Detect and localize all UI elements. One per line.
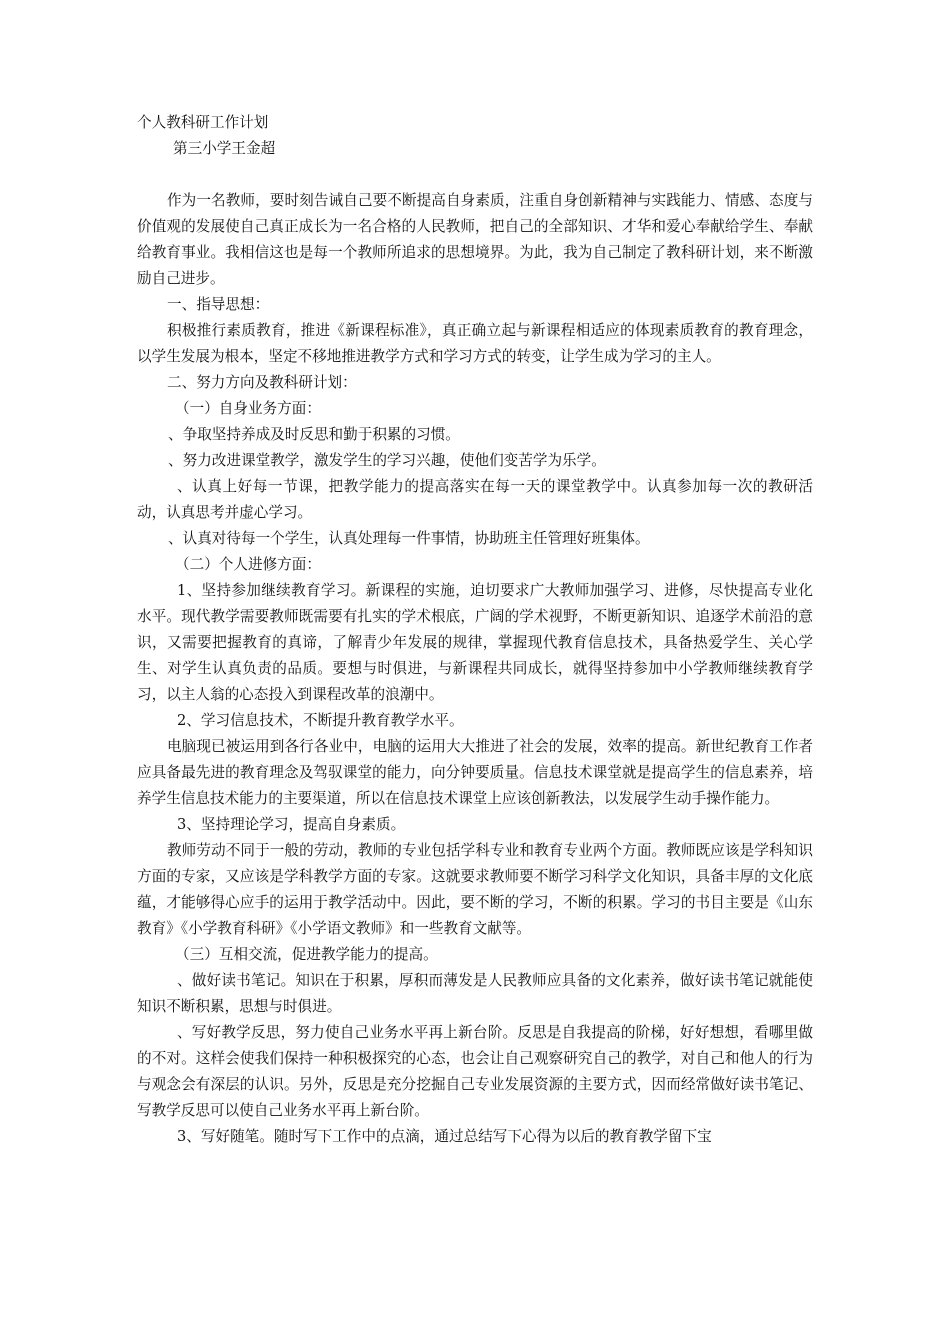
paragraph: 电脑现已被运用到各行各业中，电脑的运用大大推进了社会的发展，效率的提高。新世纪教育工作者应具备最先进的教育理念及驾驭课堂的能力，向分钟要质量。信息技术课堂就是提高学生的信息素养，培养学生信息技术能力的主要渠道，所以在信息技术课堂上应该创新教法，以发展学生动手操作能力。 <box>137 738 813 807</box>
paragraph: 、做好读书笔记。知识在于积累，厚积而薄发是人民教师应具备的文化素养，做好读书笔记就能使知识不断积累，思想与时俱进。 <box>137 972 813 1015</box>
paragraph: 教师劳动不同于一般的劳动，教师的专业包括学科专业和教育专业两个方面。教师既应该是学科知识方面的专家，又应该是学科教学方面的专家。这就要求教师要不断学习科学文化知识，具备丰厚的文化底蕴，才能够得心应手的运用于教学活动中。因此，要不断的学习，不断的积累。学习的书目主要是《山东教育》《小学教育科研》《小学语文教师》和一些教育文献等。 <box>137 842 813 937</box>
paragraph: 、认真上好每一节课，把教学能力的提高落实在每一天的课堂教学中。认真参加每一次的教研活动，认真思考并虚心学习。 <box>137 478 813 521</box>
document-title: 个人教科研工作计划 <box>137 114 269 131</box>
paragraph: 、争取坚持养成及时反思和勤于积累的习惯。 <box>168 426 460 443</box>
paragraph: 、努力改进课堂教学，激发学生的学习兴趣，使他们变苦学为乐学。 <box>168 452 606 469</box>
document-body <box>137 188 813 1150</box>
section-heading: （一）自身业务方面： <box>175 400 321 417</box>
section-heading: 二、努力方向及教科研计划： <box>167 374 357 391</box>
paragraph: 1、坚持参加继续教育学习。新课程的实施，迫切要求广大教师加强学习、进修，尽快提高专业化水平。现代教学需要教师既需要有扎实的学术根底，广阔的学术视野，不断更新知识、追逐学术前沿的意识，又需要把握教育的真谛，了解青少年发展的规律，掌握现代教育信息技术，具备热爱学生、关心学生、对学生认真负责的品质。要想与时俱进，与新课程共同成长，就得坚持参加中小学教师继续教育学习，以主人翁的心态投入到课程改革的浪潮中。 <box>137 582 813 703</box>
paragraph: 作为一名教师，要时刻告诫自己要不断提高自身素质，注重自身创新精神与实践能力、情感、态度与价值观的发展使自己真正成长为一名合格的人民教师，把自己的全部知识、才华和爱心奉献给学生、奉献给教育事业。我相信这也是每一个教师所追求的思想境界。为此，我为自己制定了教科研计划，来不断激励自己进步。 <box>137 192 813 287</box>
paragraph: 、写好教学反思，努力使自己业务水平再上新台阶。反思是自我提高的阶梯，好好想想，看哪里做的不对。这样会使我们保持一种积极探究的心态，也会让自己观察研究自己的教学，对自己和他人的行为与观念会有深层的认识。另外，反思是充分挖掘自己专业发展资源的主要方式，因而经常做好读书笔记、写教学反思可以使自己业务水平再上新台阶。 <box>137 1024 813 1119</box>
document-page <box>137 110 813 1150</box>
paragraph: 积极推行素质教育，推进《新课程标准》，真正确立起与新课程相适应的体现素质教育的教育理念，以学生发展为根本，坚定不移地推进教学方式和学习方式的转变，让学生成为学习的主人。 <box>137 322 813 365</box>
section-heading: （三）互相交流，促进教学能力的提高。 <box>175 946 438 963</box>
paragraph: 3、写好随笔。随时写下工作中的点滴，通过总结写下心得为以后的教育教学留下宝 <box>177 1128 712 1145</box>
paragraph: 、认真对待每一个学生，认真处理每一件事情，协助班主任管理好班集体。 <box>168 530 650 547</box>
paragraph: 2、学习信息技术，不断提升教育教学水平。 <box>177 712 464 729</box>
section-heading: （二）个人进修方面： <box>175 556 321 573</box>
paragraph: 3、坚持理论学习，提高自身素质。 <box>177 816 406 833</box>
document-author: 第三小学王金超 <box>173 140 276 157</box>
section-heading: 一、指导思想： <box>167 296 270 313</box>
